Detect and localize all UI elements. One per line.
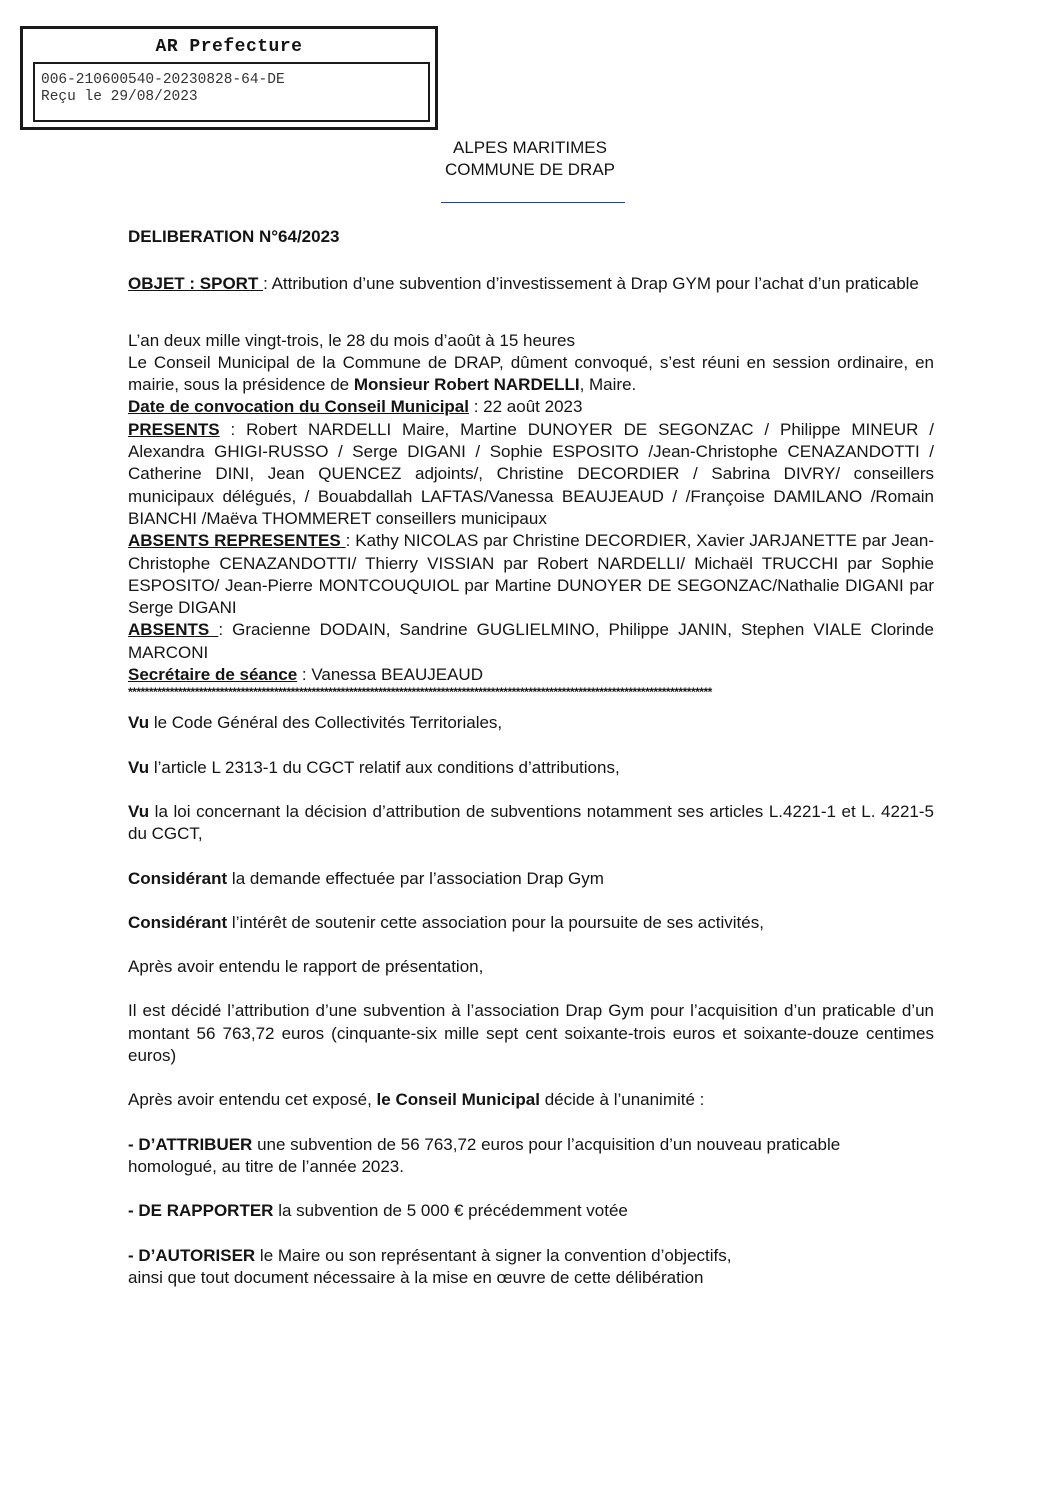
considerant-demande-text: la demande effectuée par l’association Drap Gym xyxy=(227,868,604,888)
attribuer-keyword: - D’ATTRIBUER xyxy=(128,1134,253,1154)
meeting-intro-text: Le Conseil Municipal de la Commune de DRAP, dûment convoqué, s’est réuni en session ordinaire, en mairie, sous la présidence de xyxy=(128,352,934,395)
vu-article xyxy=(128,757,934,779)
considerant-demande xyxy=(128,868,934,890)
considerant-keyword: Considérant xyxy=(128,868,228,888)
convocation-value: : 22 août 2023 xyxy=(469,397,583,417)
separator-line: ******************************************************************************************************************************************** xyxy=(128,686,712,699)
expose-statement xyxy=(128,1089,934,1111)
absents-value: : Gracienne DODAIN, Sandrine GUGLIELMINO, Philippe JANIN, Stephen VIALE Clorinde MARCONI xyxy=(128,620,934,662)
header-divider xyxy=(441,202,625,203)
presents-value: : Robert NARDELLI Maire, Martine DUNOYER DE SEGONZAC / Philippe MINEUR / Alexandra GHIGI-RUSSO / Serge DIGANI / Sophie ESPOSITO /Jean-Christophe CENAZANDOTTI / Catherine DINI, Jean QUENCEZ adjoints/, Christine DECORDIER / Sabrina DIVRY/ conseillers municipaux délégués, / Bouabdallah LAFTAS/Vanessa BEAUJEAUD / /Françoise DAMILANO /Romain BIANCHI /Maëva THOMMERET conseillers municipaux xyxy=(128,419,934,528)
secretary xyxy=(128,664,934,686)
decision-rapporter xyxy=(128,1200,934,1222)
absents-represented-value: : Kathy NICOLAS par Christine DECORDIER, Xavier JARJANETTE par Jean-Christophe CENAZANDOTTI/ Thierry VISSIAN par Robert NARDELLI/ Michaël TRUCCHI par Sophie ESPOSITO/ Jean-Pierre MONTCOUQUIOL par Martine DUNOYER DE SEGONZAC/Nathalie DIGANI par Serge DIGANI xyxy=(128,531,934,618)
presents-list xyxy=(128,419,934,530)
convocation-date xyxy=(128,396,934,418)
header-region: ALPES MARITIMES xyxy=(453,138,607,157)
vu-loi xyxy=(128,801,934,846)
vu-keyword: Vu xyxy=(128,757,150,777)
president-name: Monsieur Robert NARDELLI xyxy=(353,375,580,395)
vu-keyword: Vu xyxy=(128,713,150,733)
decision-autoriser xyxy=(128,1245,934,1290)
stamp-received-date: Reçu le 29/08/2023 xyxy=(41,89,198,105)
secretary-value: : Vanessa BEAUJEAUD xyxy=(297,665,483,685)
meeting-intro xyxy=(128,352,934,397)
prefecture-stamp xyxy=(20,26,438,130)
vu-cgct-text: le Code Général des Collectivités Territoriales, xyxy=(149,713,503,733)
president-suffix: , Maire. xyxy=(579,375,637,395)
absents-list xyxy=(128,619,934,664)
document-header xyxy=(420,137,640,181)
absents-label: ABSENTS xyxy=(128,620,219,640)
vu-keyword: Vu xyxy=(128,801,150,821)
convocation-label: Date de convocation du Conseil Municipal xyxy=(128,397,469,417)
decision-paragraph: Il est décidé l’attribution d’une subvention à l’association Drap Gym pour l’acquisition d’un praticable d’un montant 56 763,72 euros (cinquante-six mille sept cent soixante-trois euros et soixante-douze centimes euros) xyxy=(128,1001,934,1066)
expose-suffix: décide à l’unanimité : xyxy=(539,1090,705,1110)
considerant-keyword: Considérant xyxy=(128,912,228,932)
considerant-interet xyxy=(128,912,934,934)
vu-article-text: l’article L 2313-1 du CGCT relatif aux conditions d’attributions, xyxy=(149,757,620,777)
autoriser-text-line1: le Maire ou son représentant à signer la convention d’objectifs, xyxy=(255,1245,732,1265)
object-label: OBJET : SPORT xyxy=(128,274,264,294)
meeting-date: L’an deux mille vingt-trois, le 28 du mois d’août à 15 heures xyxy=(128,330,575,350)
rapporter-keyword: - DE RAPPORTER xyxy=(128,1201,274,1221)
autoriser-keyword: - D’AUTORISER xyxy=(128,1245,256,1265)
secretary-label: Secrétaire de séance xyxy=(128,665,298,685)
stamp-title: AR Prefecture xyxy=(155,37,303,57)
autoriser-text-line2: ainsi que tout document nécessaire à la mise en œuvre de cette délibération xyxy=(128,1267,704,1287)
considerant-interet-text: l’intérêt de soutenir cette association pour la poursuite de ses activités, xyxy=(227,912,764,932)
decision-attribuer xyxy=(128,1134,868,1179)
absents-represented-list xyxy=(128,530,934,619)
stamp-reference-number: 006-210600540-20230828-64-DE xyxy=(41,72,285,88)
council-name: le Conseil Municipal xyxy=(376,1090,540,1110)
absents-represented-label: ABSENTS REPRESENTES xyxy=(128,531,346,551)
header-commune: COMMUNE DE DRAP xyxy=(444,160,615,179)
stamp-reference-box xyxy=(33,62,430,122)
attribuer-text: une subvention de 56 763,72 euros pour l’acquisition d’un nouveau praticable homologué, au titre de l’année 2023. xyxy=(128,1134,841,1176)
vu-loi-text: la loi concernant la décision d’attribution de subventions notamment ses articles L.4221-1 et L. 4221-5 du CGCT, xyxy=(128,801,934,844)
expose-text: Après avoir entendu cet exposé, xyxy=(128,1090,377,1110)
rapport-statement: Après avoir entendu le rapport de présentation, xyxy=(128,957,484,977)
object-text: : Attribution d’une subvention d’investissement à Drap GYM pour l’achat d’un praticable xyxy=(263,274,919,294)
deliberation-object xyxy=(128,273,934,295)
rapporter-text: la subvention de 5 000 € précédemment votée xyxy=(273,1201,628,1221)
deliberation-number: DELIBERATION N°64/2023 xyxy=(128,227,340,246)
document-body xyxy=(128,226,934,1289)
presents-label: PRESENTS xyxy=(128,419,220,439)
vu-cgct xyxy=(128,712,934,734)
